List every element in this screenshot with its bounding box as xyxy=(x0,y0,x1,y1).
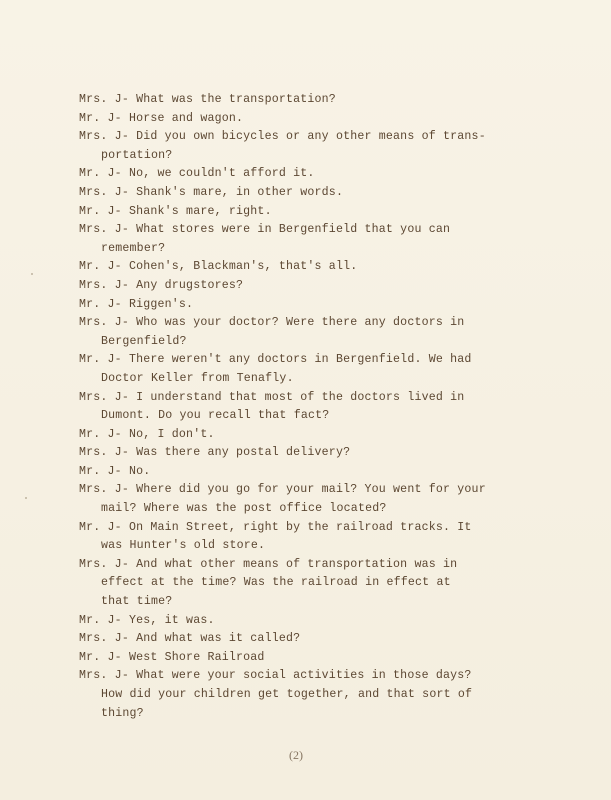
transcript-line: Mrs. J- Did you own bicycles or any other means of trans- xyxy=(79,130,486,144)
transcript-line: Dumont. Do you recall that fact? xyxy=(101,409,330,423)
transcript-line: Mr. J- Cohen's, Blackman's, that's all. xyxy=(79,260,358,274)
transcript-line: Mr. J- Yes, it was. xyxy=(79,613,215,627)
transcript-line: Mr. J- No. xyxy=(79,464,151,478)
transcript-line: Mrs. J- Where did you go for your mail? You went for your xyxy=(79,483,486,497)
transcript-line: Mrs. J- What were your social activities in those days? xyxy=(79,669,472,683)
transcript-line: effect at the time? Was the railroad in effect at xyxy=(101,576,451,590)
transcript-line: Mrs. J- And what was it called? xyxy=(79,632,301,646)
transcript-line: thing? xyxy=(101,706,144,720)
transcript-line: Mr. J- On Main Street, right by the railroad tracks. It xyxy=(79,520,472,534)
transcript-line: Mrs. J- Was there any postal delivery? xyxy=(79,446,351,460)
transcript-line: Doctor Keller from Tenafly. xyxy=(101,371,294,385)
transcript-line: Bergenfield? xyxy=(101,334,187,348)
page-number: (2) xyxy=(289,748,303,762)
transcript-line: Mr. J- West Shore Railroad xyxy=(79,650,265,664)
transcript-line: Mrs. J- And what other means of transportation was in xyxy=(79,557,458,571)
transcript-line: mail? Where was the post office located? xyxy=(101,502,387,516)
transcript-line: Mr. J- There weren't any doctors in Bergenfield. We had xyxy=(79,353,472,367)
transcript-line: was Hunter's old store. xyxy=(101,539,266,553)
paper-speck xyxy=(31,273,33,275)
transcript-line: remember? xyxy=(101,241,166,255)
transcript-line: that time? xyxy=(101,595,173,609)
transcript-line: Mrs. J- Who was your doctor? Were there any doctors in xyxy=(79,316,465,330)
paper-speck xyxy=(25,497,27,499)
transcript-line: Mr. J- Horse and wagon. xyxy=(79,111,244,125)
transcript-line: Mrs. J- What was the transportation? xyxy=(79,93,336,106)
transcript-line: Mr. J- Shank's mare, right. xyxy=(79,204,272,218)
transcript-line: Mrs. J- What stores were in Bergenfield that you can xyxy=(79,223,451,237)
transcript-line: How did your children get together, and that sort of xyxy=(101,688,473,701)
transcript-line: Mr. J- No, we couldn't afford it. xyxy=(79,167,315,181)
transcript-line: Mr. J- No, I don't. xyxy=(79,427,215,441)
transcript-line: Mrs. J- Shank's mare, in other words. xyxy=(79,185,344,199)
interview-transcript xyxy=(79,91,519,723)
transcript-line: Mrs. J- I understand that most of the doctors lived in xyxy=(79,390,465,404)
transcript-line: Mr. J- Riggen's. xyxy=(79,297,194,311)
transcript-line: Mrs. J- Any drugstores? xyxy=(79,278,244,292)
transcript-line: portation? xyxy=(101,148,173,162)
